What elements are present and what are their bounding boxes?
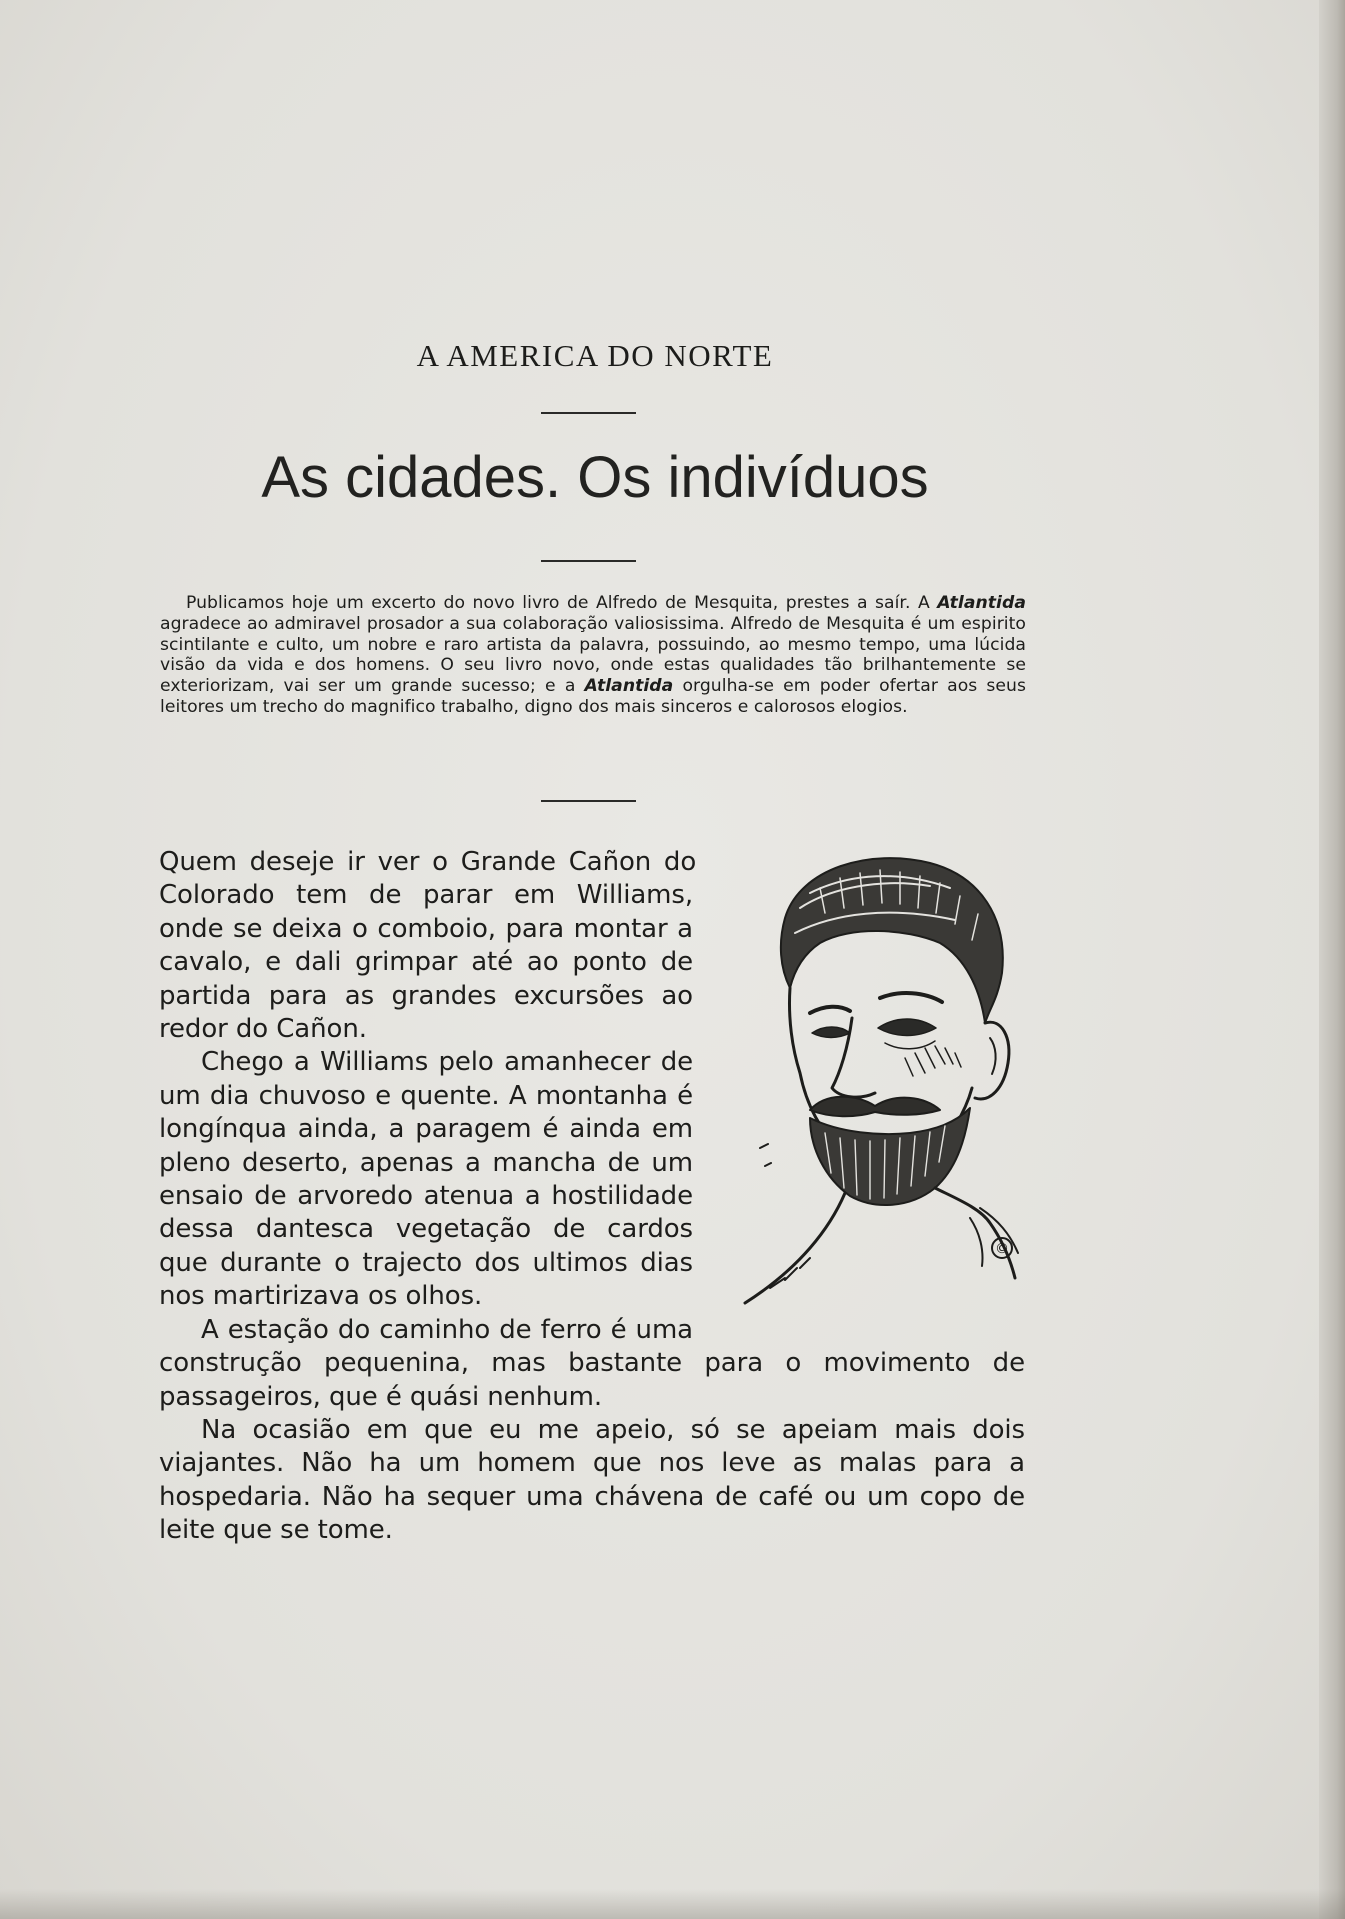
body-paragraph: A estação do caminho de ferro é uma construção pequenina, mas bastante para o movimento de passageiros, que é quási nenhum.: [159, 1314, 1025, 1412]
article-title: As cidades. Os indivíduos: [261, 445, 929, 510]
intro-paragraph: [160, 593, 1026, 718]
portrait-illustration: [740, 848, 1030, 1318]
divider-rule: [541, 560, 636, 562]
page-edge-shadow: [1319, 0, 1345, 1919]
divider-rule: [541, 412, 636, 414]
body-paragraph: Chego a Williams pelo amanhecer de um dia chuvoso e quente. A montanha é longínqua ainda, a paragem é ainda em pleno deserto, apenas a mancha de um ensaio de arvoredo atenua a hostilidade dessa dantesca vegetação de cardos que durante o trajecto dos ultimos dias nos martirizava os olhos.: [159, 1047, 693, 1312]
magazine-name: Atlantida: [937, 593, 1026, 613]
engraver-mark: ©: [995, 1241, 1009, 1257]
intro-text: agradece ao admiravel prosador a sua colaboração valiosissima. Alfredo de Mesquita é um espirito scintilante e culto, um nobre e raro artista da palavra, possuindo, ao mesmo tempo, uma lúcida visão da vida e dos homens. O seu livro novo, onde estas qualidades tão brilhantemente se exteriorizam, vai ser um grande sucesso; e a: [160, 613, 1026, 697]
section-heading: A AMERICA DO NORTE: [416, 338, 774, 373]
intro-text: orgulha-se em poder ofertar aos seus leitores um trecho do magnifico trabalho, digno dos mais sinceros e calorosos elogios.: [160, 676, 1026, 717]
divider-rule: [541, 800, 636, 802]
intro-text: Publicamos hoje um excerto do novo livro de Alfredo de Mesquita, prestes a saír. A: [186, 593, 938, 613]
body-paragraph: Quem deseje ir ver o Grande Cañon do Colorado tem de parar em Williams, onde se deixa o comboio, para montar a cavalo, e dali grimpar até ao ponto de partida para as grandes excursões ao redor do Cañon.: [159, 847, 697, 1045]
page-bottom-shadow: [0, 1889, 1345, 1919]
magazine-name: Atlantida: [584, 676, 674, 697]
body-paragraph: Na ocasião em que eu me apeio, só se apeiam mais dois viajantes. Não ha um homem que nos leve as malas para a hospedaria. Não ha sequer uma chávena de café ou um copo de leite que se tome.: [159, 1414, 1025, 1546]
